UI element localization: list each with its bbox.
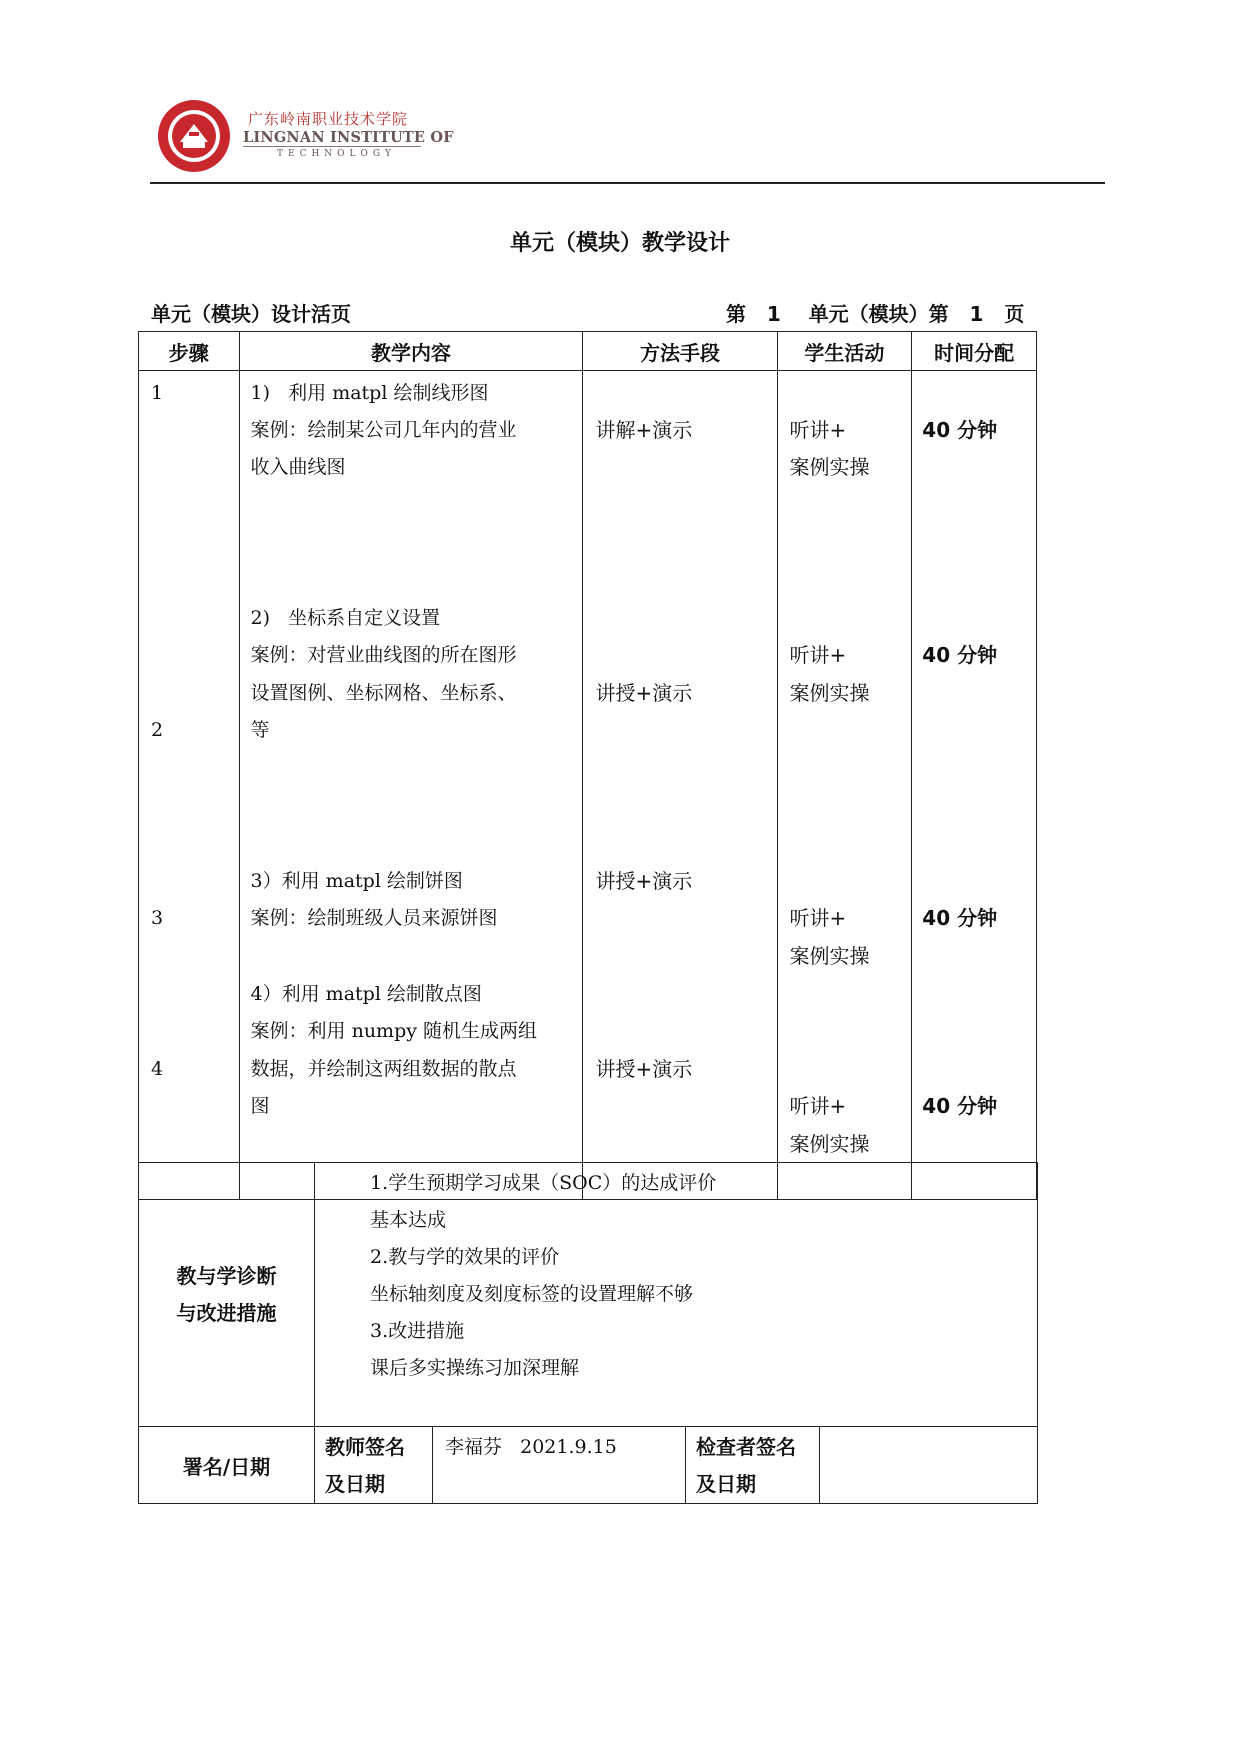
method-text: 讲授+演示 (595, 869, 693, 893)
time-text: 40 分钟 (922, 643, 998, 667)
diagnosis-signature-table (138, 1162, 1038, 1504)
diagnosis-line: 课后多实操练习加深理解 (370, 1357, 580, 1379)
activity-text: 案例实操 (789, 455, 870, 479)
teacher-signature-value: 李福芬 2021.9.15 (445, 1436, 617, 1458)
content-line: 数据，并绘制这两组数据的散点 (250, 1058, 517, 1080)
document-title: 单元（模块）教学设计 (509, 231, 730, 256)
activity-text: 案例实操 (789, 681, 870, 705)
teaching-design-table (138, 331, 1037, 1200)
header-step: 步骤 (139, 332, 240, 371)
content-line: 3）利用 matpl 绘制饼图 (250, 870, 463, 892)
logo-name-cn: 广东岭南职业技术学院 (248, 110, 409, 128)
time-text: 40 分钟 (922, 1094, 998, 1118)
content-cell (239, 371, 583, 1200)
content-line: 图 (250, 1095, 270, 1117)
diagnosis-label-cell (139, 1163, 315, 1427)
content-line: 设置图例、坐标网格、坐标系、 (250, 682, 517, 704)
signature-row (139, 1427, 1038, 1504)
diagnosis-line: 基本达成 (370, 1209, 447, 1231)
checker-signature-label: 及日期 (696, 1472, 756, 1496)
teacher-signature-label: 教师签名 (325, 1435, 405, 1459)
activity-text: 听讲+ (789, 906, 847, 930)
steps-cell (139, 371, 240, 1200)
content-line: 4）利用 matpl 绘制散点图 (250, 983, 482, 1005)
table-body-row (139, 371, 1037, 1200)
content-line: 1) 利用 matpl 绘制线形图 (250, 382, 489, 404)
diagnosis-label-line: 教与学诊断 (176, 1263, 277, 1288)
content-line: 案例：绘制某公司几年内的营业 (250, 419, 517, 441)
checker-signature-label: 检查者签名 (696, 1435, 796, 1459)
content-line: 2) 坐标系自定义设置 (250, 607, 441, 629)
activity-text: 听讲+ (789, 418, 847, 442)
methods-cell (583, 371, 777, 1200)
times-cell (912, 371, 1037, 1200)
activity-text: 案例实操 (789, 1132, 870, 1156)
step-number: 1 (151, 382, 164, 404)
checker-signature-value-cell (820, 1427, 1038, 1504)
content-line: 等 (250, 719, 270, 741)
checker-signature-label-cell (686, 1427, 820, 1504)
school-logo (156, 98, 232, 174)
diagnosis-content-cell (315, 1163, 1038, 1427)
activity-text: 案例实操 (789, 944, 870, 968)
header-rule (150, 182, 1105, 184)
diagnosis-line: 2.教与学的效果的评价 (370, 1246, 560, 1268)
diagnosis-line: 坐标轴刻度及刻度标签的设置理解不够 (370, 1283, 694, 1305)
teacher-signature-value-cell (433, 1427, 686, 1504)
diagnosis-line: 3.改进措施 (370, 1320, 465, 1342)
activities-cell (777, 371, 912, 1200)
teacher-signature-label-cell (315, 1427, 433, 1504)
content-line: 案例：对营业曲线图的所在图形 (250, 644, 517, 666)
diagnosis-row (139, 1163, 1038, 1427)
table-header-row (139, 332, 1037, 371)
logo-name-en-technology: TECHNOLOGY (277, 149, 396, 159)
diagnosis-line: 1.学生预期学习成果（SOC）的达成评价 (370, 1172, 717, 1194)
content-line: 收入曲线图 (250, 456, 346, 478)
content-line: 案例：利用 numpy 随机生成两组 (250, 1020, 538, 1042)
content-line: 案例：绘制班级人员来源饼图 (250, 907, 498, 929)
subheader-left: 单元（模块）设计活页 (151, 302, 351, 326)
teacher-signature-label: 及日期 (325, 1472, 385, 1496)
logo-underline (243, 146, 421, 147)
diagnosis-label-line: 与改进措施 (176, 1300, 277, 1325)
step-number: 4 (151, 1058, 164, 1080)
header-time: 时间分配 (912, 332, 1037, 371)
header-activity: 学生活动 (777, 332, 912, 371)
diagnosis-label (139, 1258, 314, 1332)
method-text: 讲解+演示 (595, 418, 693, 442)
activity-text: 听讲+ (789, 1094, 847, 1118)
method-text: 讲授+演示 (595, 681, 693, 705)
step-number: 2 (151, 719, 164, 741)
header-content: 教学内容 (239, 332, 583, 371)
activity-text: 听讲+ (789, 643, 847, 667)
subheader-right: 第 1 单元（模块）第 1 页 (726, 302, 1025, 326)
logo-name-en: LINGNAN INSTITUTE OF (243, 129, 454, 146)
time-text: 40 分钟 (922, 418, 998, 442)
header-method: 方法手段 (583, 332, 777, 371)
method-text: 讲授+演示 (595, 1057, 693, 1081)
signature-label: 署名/日期 (139, 1427, 315, 1504)
step-number: 3 (151, 907, 164, 929)
time-text: 40 分钟 (922, 906, 998, 930)
